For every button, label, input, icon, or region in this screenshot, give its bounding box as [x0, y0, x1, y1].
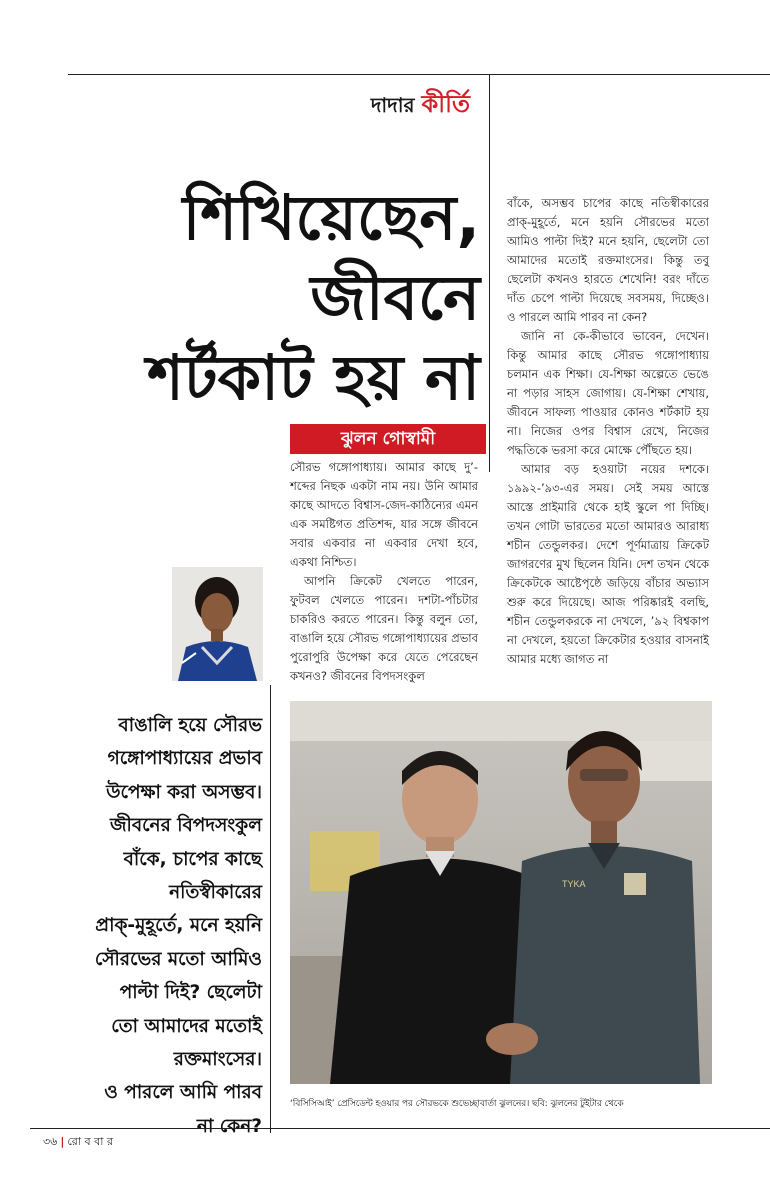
pull-quote-line: গঙ্গোপাধ্যায়ের প্রভাব — [107, 748, 262, 770]
main-photo — [290, 701, 712, 1084]
pull-quote-line: প্রাক্-মুহূর্তে, মনে হয়নি — [95, 915, 262, 937]
pull-quote-line: বাঁকে, চাপের কাছে — [123, 848, 262, 870]
pull-quote-line: ও পারলে আমি পারব — [104, 1082, 262, 1104]
paragraph: আমার বড় হওয়াটা নয়ের দশকে। ১৯৯২-’৯৩-এর সময়। সেই সময় আস্তে আস্তে প্রাইমারি থেকে হাই স্কুলে পা দিচ্ছি। তখন গোটা ভারতের মতো আমারও আরাধ্য শচীন তেন্ডুলকর। দেশে পূর্ণমাত্রায় ক্রিকেট জাগরণের মুখ ছিলেন যিনি। দেশ তখন থেকে ক্রিকেটকে আষ্টেপৃষ্ঠে জড়িয়ে বাঁচার অভ্যাস শুরু করে দিয়েছে। আজ পরিষ্কারই বলছি, শচীন তেন্ডুলকরকে না দেখলে, ’৯২ বিশ্বকাপ না দেখলে, হয়তো ক্রিকেটার হওয়ার বাসনাই আমার মধ্যে জাগত না — [507, 462, 709, 666]
headline-line-1: শিখিয়েছেন, — [182, 181, 480, 254]
magazine-name: রো ব বা র — [67, 1135, 114, 1148]
pull-quote-line: উপেক্ষা করা অসম্ভব। — [106, 781, 262, 803]
column-divider — [489, 74, 490, 472]
page-number: ৩৬ — [43, 1135, 58, 1148]
paragraph: জানি না কে-কীভাবে ভাবেন, দেখেন। কিন্তু আমার কাছে সৌরভ গঙ্গোপাধ্যায় চলমান এক শিক্ষা। যে-শিক্ষা অল্পেতে ভেঙে না পড়ার সাহস জোগায়। যে-শিক্ষা শেখায়, জীবনে সাফল্য পাওয়ার কোনও শর্টকাট হয় না। নিজের ওপর বিশ্বাস রেখে, নিজের পদ্ধতিকে ভরসা করে মোক্ষে পৌঁছতে হয়। — [507, 329, 709, 457]
section-kicker — [371, 86, 470, 126]
bottom-rule — [30, 1128, 770, 1129]
article-column-left — [290, 458, 478, 686]
shirt-logo: TYKA — [562, 879, 586, 889]
paragraph: আপনি ক্রিকেট খেলতে পারেন, ফুটবল খেলতে পারেন। দশটা-পাঁচটার চাকরিও করতে পারেন। কিন্তু বলুন তো, বাঙালি হয়ে সৌরভ গঙ্গোপাধ্যায়ের প্রভাব পুরোপুরি উপেক্ষা করে যেতে পেরেছেন কখনও? জীবনের বিপদসংকুল — [290, 574, 478, 683]
article-column-right — [507, 194, 709, 669]
pull-quote — [12, 709, 262, 1143]
folio-separator: | — [60, 1135, 65, 1148]
headline-line-3: শর্টকাট হয় না — [147, 341, 480, 414]
photo-caption: ‘বিসিসিআই’ প্রেসিডেন্ট হওয়ার পর সৌরভকে শুভেচ্ছাবার্তা ঝুলনের। ছবি: ঝুলনের টুইটার থেকে — [290, 1099, 624, 1109]
pull-quote-line: জীবনের বিপদসংকুল — [109, 815, 262, 837]
pull-quote-line: না কেন? — [196, 1115, 262, 1137]
pull-quote-line: রক্তমাংসের। — [173, 1049, 262, 1071]
pull-quote-line: সৌরভের মতো আমিও — [94, 948, 262, 970]
paragraph: সৌরভ গঙ্গোপাধ্যায়। আমার কাছে দু’-শব্দের নিছক একটা নাম নয়। উনি আমার কাছে আদতে বিশ্বাস-জেদ-কাঠিন্যের এমন এক সমষ্টিগত প্রতিশব্দ, যার সঙ্গে জীবনে সবার একবার না একবার দেখা হবে, একথা নিশ্চিত। — [290, 460, 478, 569]
author-portrait — [172, 567, 263, 681]
page-footer — [43, 1133, 113, 1152]
author-byline: ঝুলন গোস্বামী — [290, 424, 486, 454]
headline — [20, 178, 480, 418]
kicker-part1: দাদার — [370, 93, 415, 117]
pull-quote-line: পাল্টা দিই? ছেলেটা — [119, 982, 262, 1004]
pull-quote-line: নতিস্বীকারের — [169, 882, 262, 904]
headline-line-2: জীবনে — [310, 261, 480, 334]
kicker-part2: কীর্তি — [421, 90, 470, 118]
pull-quote-line: তো আমাদের মতোই — [111, 1015, 262, 1037]
photo-divider — [270, 685, 271, 1133]
pull-quote-line: বাঙালি হয়ে সৌরভ — [118, 715, 262, 736]
author-portrait-image — [172, 567, 263, 681]
top-rule — [68, 74, 770, 75]
main-photo-image — [290, 701, 712, 1084]
paragraph: বাঁকে, অসম্ভব চাপের কাছে নতিস্বীকারের প্রাক্-মুহূর্তে, মনে হয়নি সৌরভের মতো আমিও পাল্টা দিই? মনে হয়নি, ছেলেটা তো আমাদের মতোই রক্তমাংসের। কিন্তু তবু ছেলেটা কখনও হারতে শেখেনি! বরং দাঁতে দাঁত চেপে পাল্টা দিয়েছে সবসময়, দিচ্ছেও। ও পারলে আমি পারব না কেন? — [507, 196, 709, 324]
